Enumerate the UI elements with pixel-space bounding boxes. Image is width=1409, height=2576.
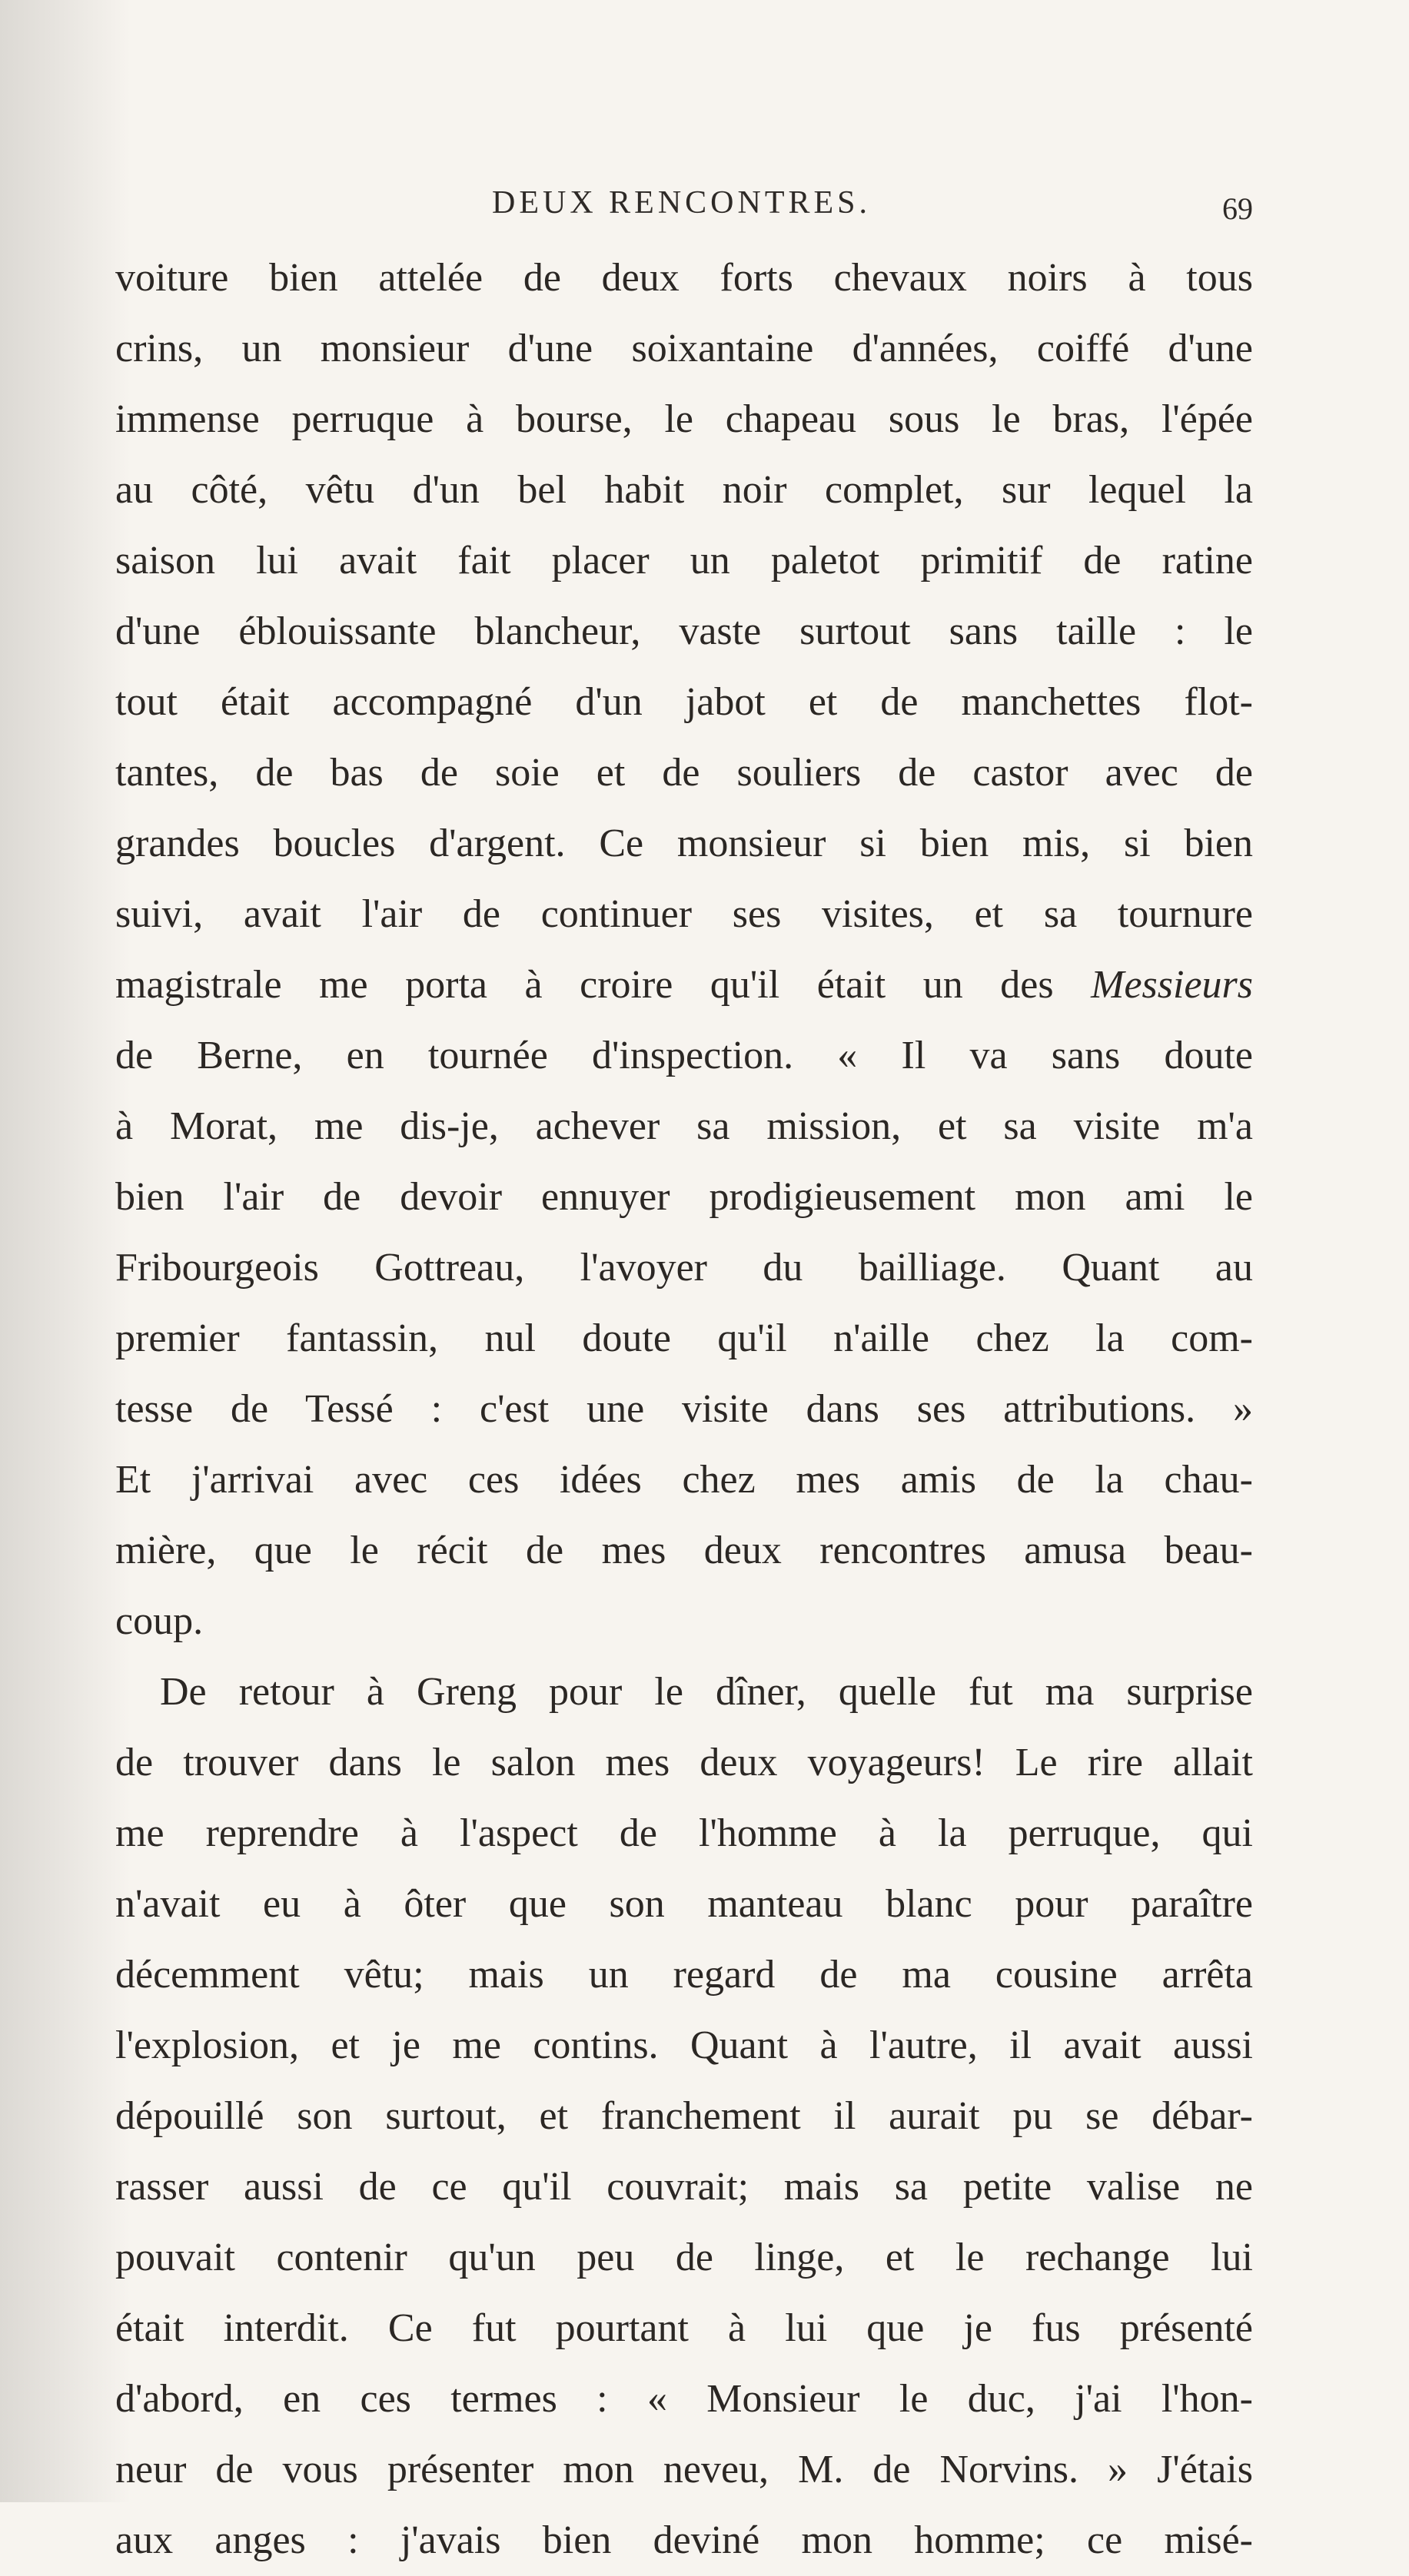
- italic-word: Messieurs: [1091, 963, 1253, 1007]
- text-line: tout était accompagné d'un jabot et de manchettes flot-: [115, 680, 1253, 724]
- text-line: de trouver dans le salon mes deux voyageurs! Le rire allait: [115, 1741, 1253, 1784]
- text-line: Et j'arrivai avec ces idées chez mes amis de la chau-: [115, 1458, 1253, 1502]
- text-line: grandes boucles d'argent. Ce monsieur si bien mis, si bien: [115, 822, 1253, 865]
- text-line: rasser aussi de ce qu'il couvrait; mais sa petite valise ne: [115, 2165, 1253, 2209]
- page-number: 69: [1222, 191, 1253, 226]
- body-text: [115, 243, 1253, 2576]
- text-line: était interdit. Ce fut pourtant à lui que je fus présenté: [115, 2306, 1253, 2350]
- text-line: tesse de Tessé : c'est une visite dans ses attributions. »: [115, 1387, 1253, 1431]
- text-line: aux anges : j'avais bien deviné mon homme; ce misé-: [115, 2518, 1253, 2562]
- text-segment: magistrale me porta à croire qu'il était un des: [115, 963, 1054, 1007]
- book-page: [115, 184, 1253, 2576]
- text-line: crins, un monsieur d'une soixantaine d'années, coiffé d'une: [115, 327, 1253, 370]
- text-line: dépouillé son surtout, et franchement il aurait pu se débar-: [115, 2094, 1253, 2138]
- paragraph-start-line: De retour à Greng pour le dîner, quelle fut ma surprise: [160, 1670, 1253, 1714]
- text-line: saison lui avait fait placer un paletot primitif de ratine: [115, 539, 1253, 583]
- text-line: coup.: [115, 1599, 204, 1643]
- chapter-title: DEUX RENCONTRES.: [492, 185, 872, 221]
- text-line: premier fantassin, nul doute qu'il n'aille chez la com-: [115, 1316, 1253, 1360]
- text-line: l'explosion, et je me contins. Quant à l'autre, il avait aussi: [115, 2023, 1253, 2067]
- text-line: d'abord, en ces termes : « Monsieur le duc, j'ai l'hon-: [115, 2377, 1253, 2421]
- text-line: pouvait contenir qu'un peu de linge, et le rechange lui: [115, 2236, 1253, 2279]
- text-line: bien l'air de devoir ennuyer prodigieusement mon ami le: [115, 1175, 1253, 1219]
- text-line: tantes, de bas de soie et de souliers de castor avec de: [115, 751, 1253, 795]
- text-line: de Berne, en tournée d'inspection. « Il va sans doute: [115, 1034, 1253, 1077]
- text-line: Fribourgeois Gottreau, l'avoyer du bailliage. Quant au: [115, 1246, 1253, 1290]
- text-line: mière, que le récit de mes deux rencontres amusa beau-: [115, 1529, 1253, 1572]
- text-line: d'une éblouissante blancheur, vaste surtout sans taille : le: [115, 609, 1253, 653]
- text-line: voiture bien attelée de deux forts chevaux noirs à tous: [115, 256, 1253, 300]
- text-line: n'avait eu à ôter que son manteau blanc pour paraître: [115, 1882, 1253, 1926]
- text-line: immense perruque à bourse, le chapeau sous le bras, l'épée: [115, 397, 1253, 441]
- text-line: suivi, avait l'air de continuer ses visites, et sa tournure: [115, 892, 1253, 936]
- text-line: me reprendre à l'aspect de l'homme à la perruque, qui: [115, 1811, 1253, 1855]
- text-line: au côté, vêtu d'un bel habit noir complet, sur lequel la: [115, 468, 1253, 512]
- running-head: [115, 184, 1253, 238]
- text-line: décemment vêtu; mais un regard de ma cousine arrêta: [115, 1953, 1253, 1997]
- text-line-with-italic: [115, 950, 1253, 1021]
- binding-shadow: [0, 0, 131, 2502]
- text-line: neur de vous présenter mon neveu, M. de Norvins. » J'étais: [115, 2448, 1253, 2491]
- text-line: à Morat, me dis-je, achever sa mission, et sa visite m'a: [115, 1104, 1253, 1148]
